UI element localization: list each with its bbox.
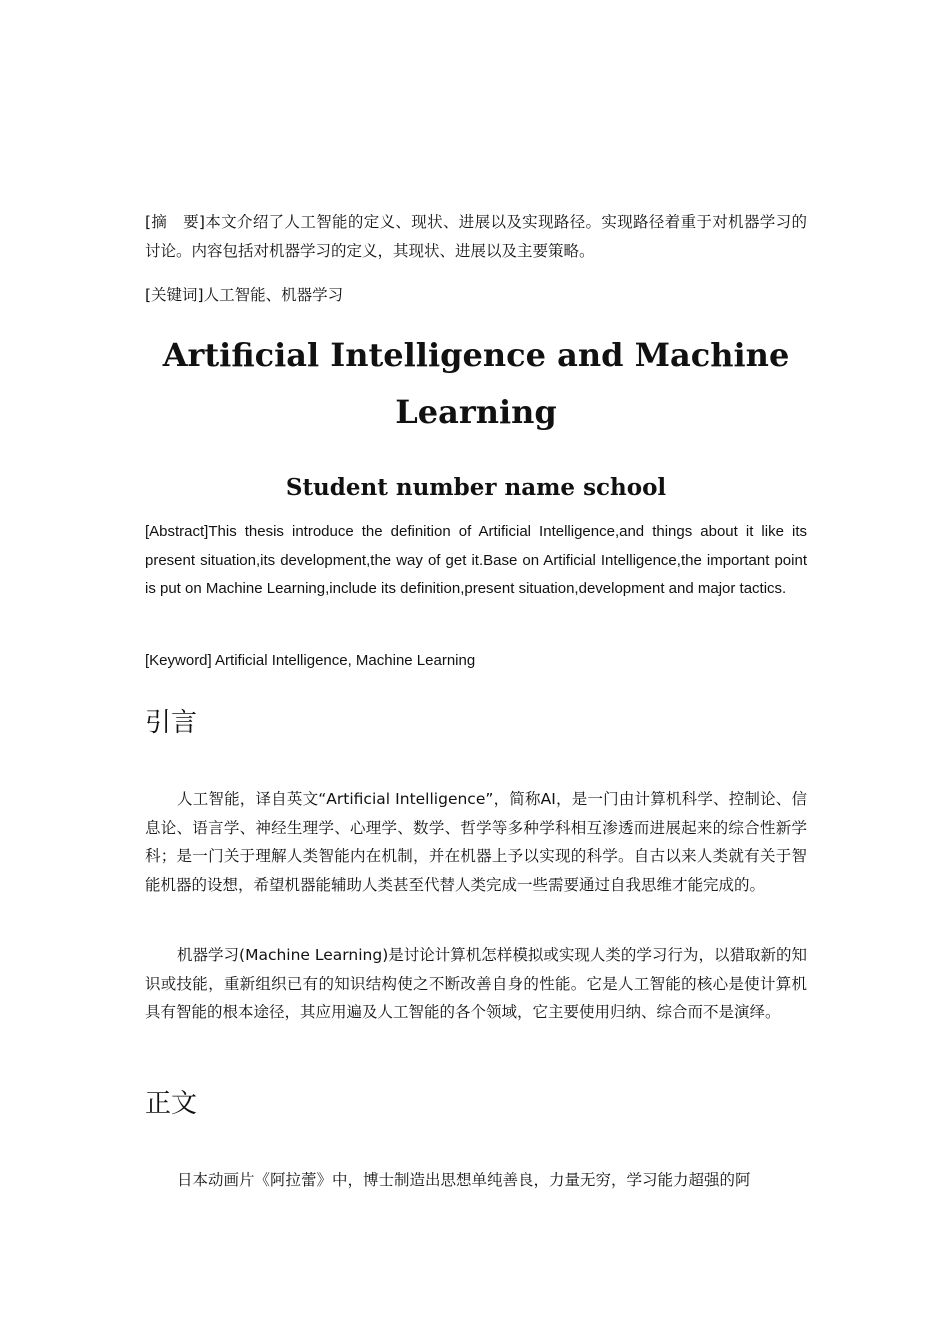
document-page — [145, 0, 807, 1344]
intro-paragraph-2: 机器学习(Machine Learning)是讨论计算机怎样模拟或实现人类的学习行为，以猎取新的知识或技能，重新组织已有的知识结构使之不断改善自身的性能。它是人工智能的核心是使计算机具有智能的根本途径，其应用遍及人工智能的各个领域，它主要使用归纳、综合而不是演绎。 — [145, 946, 807, 1021]
chinese-abstract: [摘 要]本文介绍了人工智能的定义、现状、进展以及实现路径。实现路径着重于对机器学习的讨论。内容包括对机器学习的定义，其现状、进展以及主要策略。 — [145, 213, 807, 260]
paper-title: Artificial Intelligence and Machine Learning — [162, 336, 790, 431]
chinese-keywords: [关键词]人工智能、机器学习 — [145, 286, 344, 304]
english-keywords: [Keyword] Artificial Intelligence, Machine Learning — [145, 652, 476, 669]
author-line: Student number name school — [285, 474, 667, 501]
body-paragraph-1: 日本动画片《阿拉蕾》中，博士制造出思想单纯善良，力量无穷，学习能力超强的阿 — [177, 1171, 751, 1189]
english-abstract: [Abstract]This thesis introduce the definition of Artificial Intelligence,and things about it like its present situation,its development,the way of get it.Base on Artificial Intelligence,the important point is put on Machine Learning,include its definition,present situation,development and major tactics. — [145, 523, 807, 597]
intro-paragraph-1: 人工智能，译自英文“Artificial Intelligence”，简称AI，是一门由计算机科学、控制论、信息论、语言学、神经生理学、心理学、数学、哲学等多种学科相互渗透而进展起来的综合性新学科；是一门关于理解人类智能内在机制，并在机器上予以实现的科学。自古以来人类就有关于智能机器的设想，希望机器能辅助人类甚至代替人类完成一些需要通过自我思维才能完成的。 — [145, 790, 807, 894]
section-heading-intro: 引言 — [145, 708, 198, 738]
section-heading-body: 正文 — [145, 1089, 198, 1119]
